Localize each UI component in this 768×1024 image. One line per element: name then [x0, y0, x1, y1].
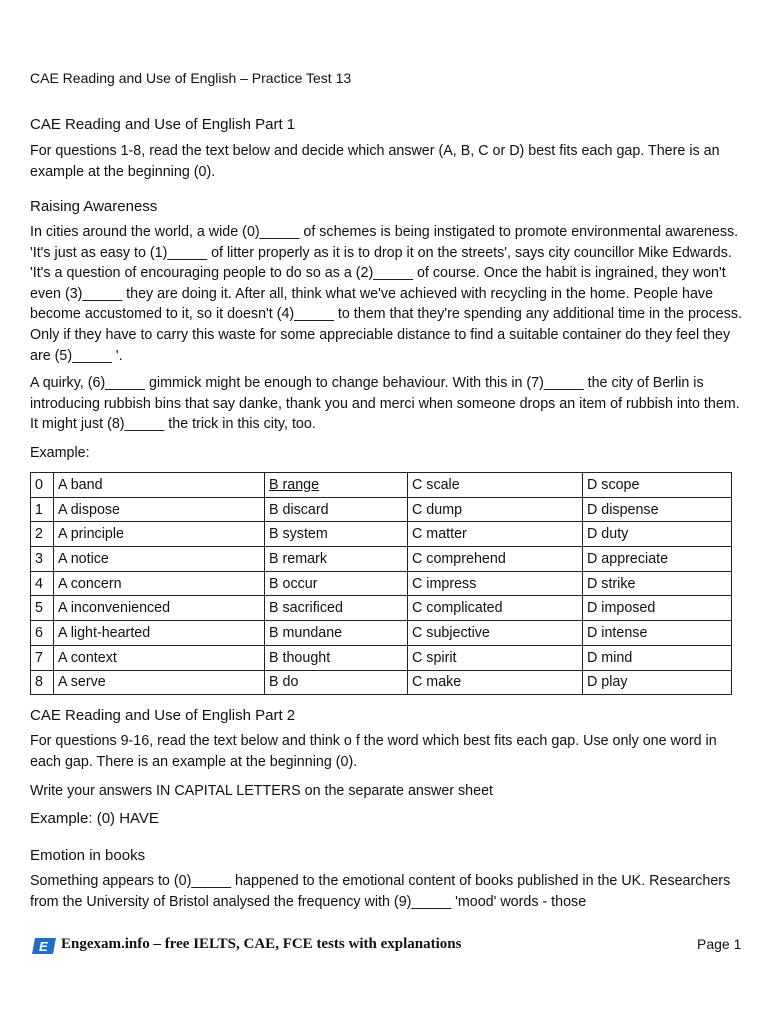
part1-paragraph-1: In cities around the world, a wide (0)_____ of schemes is being instigated to promote environmental awareness. 'It's just as easy to (1)_____ of litter properly as it is to drop it on the streets', says city councillor Mike Edwards. 'It's a question of encouraging people to do so as a (2)_____ of course. Once the habit is ingrained, they won't even (3)_____ they are doing it. After all, think what we've achieved with recycling in the home. People have become accustomed to it, so it doesn't (4)_____ to them that they're spending any additional time in the process. Only if they have to carry this waste for some appreciable distance to find a suitable container do they feel they are (5)_____ '.	[30, 224, 742, 364]
option-b: B remark	[265, 547, 408, 572]
option-a: A inconvenienced	[54, 596, 265, 621]
option-b: B occur	[265, 571, 408, 596]
option-b: B system	[265, 522, 408, 547]
option-d: D intense	[583, 621, 732, 646]
option-b: B mundane	[265, 621, 408, 646]
answer-options-table	[30, 472, 732, 695]
option-b: B thought	[265, 645, 408, 670]
table-row	[31, 547, 732, 572]
question-number: 0	[31, 473, 54, 498]
option-a: A principle	[54, 522, 265, 547]
part2-example: Example: (0) HAVE	[30, 810, 159, 827]
question-number: 4	[31, 571, 54, 596]
part2-heading: CAE Reading and Use of English Part 2	[30, 707, 296, 724]
option-c: C impress	[408, 571, 583, 596]
table-row	[31, 596, 732, 621]
svg-text:E: E	[39, 939, 48, 954]
question-number: 1	[31, 497, 54, 522]
table-row	[31, 571, 732, 596]
option-d: D scope	[583, 473, 732, 498]
document-title: CAE Reading and Use of English – Practice Test 13	[30, 70, 352, 86]
option-a: A notice	[54, 547, 265, 572]
option-b: B range	[265, 473, 408, 498]
question-number: 5	[31, 596, 54, 621]
option-b: B sacrificed	[265, 596, 408, 621]
option-a: A serve	[54, 670, 265, 695]
example-label: Example:	[30, 445, 90, 461]
footer-site-link[interactable]: Engexam.info – free IELTS, CAE, FCE tests with explanations	[61, 936, 462, 952]
option-d: D appreciate	[583, 547, 732, 572]
option-c: C complicated	[408, 596, 583, 621]
question-number: 6	[31, 621, 54, 646]
option-a: A dispose	[54, 497, 265, 522]
part1-paragraph-2: A quirky, (6)_____ gimmick might be enough to change behaviour. With this in (7)_____ the city of Berlin is introducing rubbish bins that say danke, thank you and merci when someone drops an item of rubbish into them. It might just (8)_____ the trick in this city, too.	[30, 375, 740, 433]
table-row	[31, 670, 732, 695]
option-d: D dispense	[583, 497, 732, 522]
option-c: C matter	[408, 522, 583, 547]
option-d: D imposed	[583, 596, 732, 621]
engexam-logo-icon	[32, 938, 56, 954]
table-row	[31, 473, 732, 498]
option-c: C subjective	[408, 621, 583, 646]
part1-heading: CAE Reading and Use of English Part 1	[30, 116, 296, 133]
part2-instructions: For questions 9-16, read the text below and think o f the word which best fits each gap. Use only one word in each gap. There is an example at the beginning (0).	[30, 733, 717, 770]
option-b: B discard	[265, 497, 408, 522]
table-row	[31, 621, 732, 646]
part2-text-title: Emotion in books	[30, 847, 146, 864]
option-c: C dump	[408, 497, 583, 522]
option-a: A context	[54, 645, 265, 670]
option-c: C scale	[408, 473, 583, 498]
part1-text-title: Raising Awareness	[30, 198, 158, 215]
option-d: D play	[583, 670, 732, 695]
option-b: B do	[265, 670, 408, 695]
part2-paragraph-1: Something appears to (0)_____ happened to the emotional content of books published in the UK. Researchers from the University of Bristol analysed the frequency with (9)_____ 'mood' words - those	[30, 873, 731, 910]
table-row	[31, 497, 732, 522]
page-number: Page 1	[697, 936, 742, 952]
option-c: C comprehend	[408, 547, 583, 572]
option-a: A band	[54, 473, 265, 498]
question-number: 7	[31, 645, 54, 670]
option-c: C make	[408, 670, 583, 695]
option-a: A light-hearted	[54, 621, 265, 646]
option-d: D strike	[583, 571, 732, 596]
question-number: 3	[31, 547, 54, 572]
option-d: D mind	[583, 645, 732, 670]
option-a: A concern	[54, 571, 265, 596]
option-d: D duty	[583, 522, 732, 547]
capitals-note: Write your answers IN CAPITAL LETTERS on the separate answer sheet	[30, 783, 493, 799]
question-number: 2	[31, 522, 54, 547]
part1-instructions: For questions 1-8, read the text below and decide which answer (A, B, C or D) best fits each gap. There is an example at the beginning (0).	[30, 143, 720, 180]
table-row	[31, 645, 732, 670]
table-row	[31, 522, 732, 547]
question-number: 8	[31, 670, 54, 695]
option-c: C spirit	[408, 645, 583, 670]
